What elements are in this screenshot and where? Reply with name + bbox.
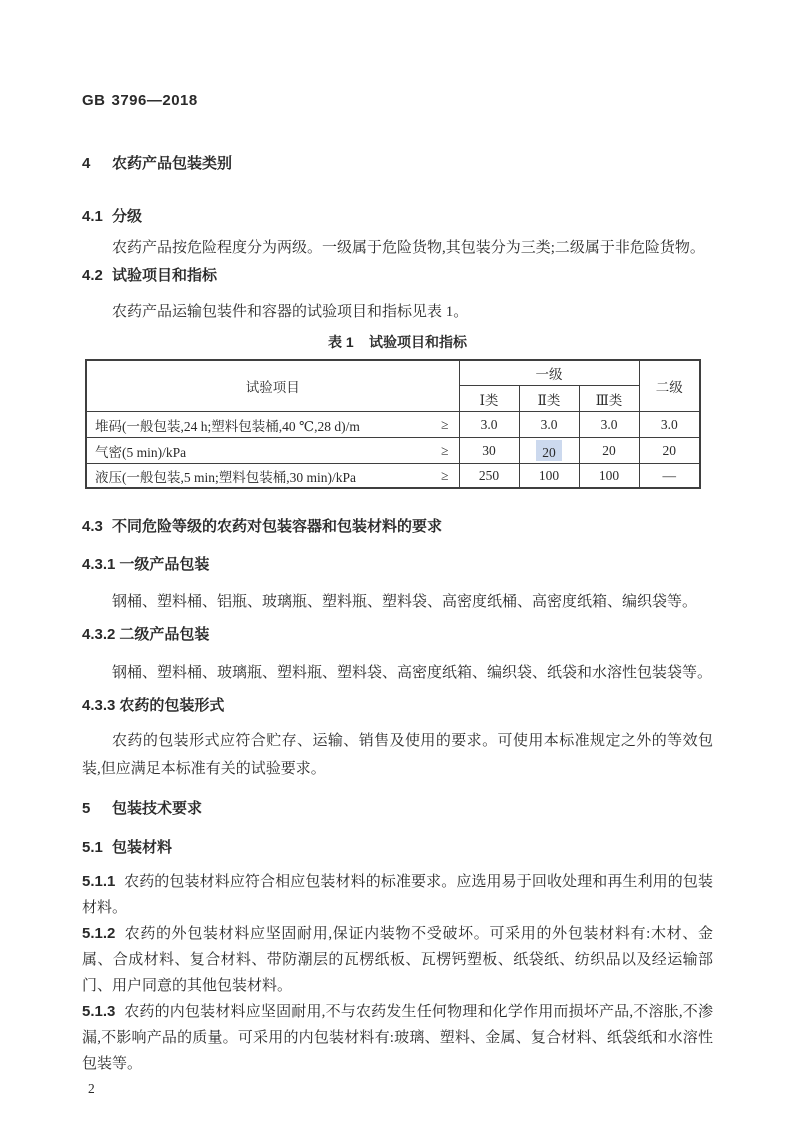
table-cell: 250	[459, 464, 519, 489]
table-header-level-1: 一级	[459, 360, 639, 386]
section-4-2-title: 试验项目和指标	[112, 267, 218, 284]
section-4-3-3-number: 4.3.3	[82, 697, 116, 714]
table-header-class-2: Ⅱ类	[519, 386, 579, 412]
section-4-3-1-number: 4.3.1	[82, 556, 116, 573]
row-label: 堆码(一般包装,24 h;塑料包装桶,40 ℃,28 d)/m	[95, 418, 360, 434]
row-label: 气密(5 min)/kPa	[95, 444, 187, 460]
clause-5-1-3-number: 5.1.3	[82, 1003, 116, 1020]
table-cell: 20	[579, 438, 639, 464]
gte-operator: ≥	[441, 442, 449, 458]
clause-5-1-1	[82, 869, 713, 921]
table-cell: 30	[459, 438, 519, 464]
table-header-class-1: Ⅰ类	[459, 386, 519, 412]
table-1-caption-title: 试验项目和指标	[369, 334, 468, 350]
test-items-table	[85, 359, 701, 489]
table-1-caption-label: 表 1	[327, 334, 354, 350]
doc-code-prefix: GB	[82, 92, 106, 109]
table-cell: 3.0	[519, 412, 579, 438]
paragraph-4-3-1: 钢桶、塑料桶、铝瓶、玻璃瓶、塑料瓶、塑料袋、高密度纸桶、高密度纸箱、编织袋等。	[112, 594, 698, 610]
paragraph-4-1: 农药产品按危险程度分为两级。一级属于危险货物,其包装分为三类;二级属于非危险货物。	[112, 240, 705, 256]
clause-5-1-3	[82, 999, 713, 1077]
section-4-3-title: 不同危险等级的农药对包装容器和包装材料的要求	[112, 518, 443, 535]
section-4-3-heading	[82, 517, 713, 536]
table-cell: 3.0	[639, 412, 700, 438]
section-4-3-3-heading	[82, 696, 713, 715]
section-4-3-2-title: 二级产品包装	[119, 626, 210, 643]
doc-code-number: 3796—2018	[111, 92, 198, 109]
section-4-1-number: 4.1	[82, 208, 103, 225]
table-cell: 100	[519, 464, 579, 489]
section-4-number: 4	[82, 155, 91, 172]
section-4-3-3-title: 农药的包装形式	[119, 697, 225, 714]
table-cell	[519, 438, 579, 464]
gte-operator: ≥	[441, 416, 449, 432]
clause-5-1-3-text: 农药的内包装材料应坚固耐用,不与农药发生任何物理和化学作用而损坏产品,不溶胀,不渗漏,不影响产品的质量。可采用的内包装材料有:玻璃、塑料、金属、复合材料、纸袋纸和水溶性包装等。	[82, 1004, 713, 1072]
section-4-3-1-heading	[82, 555, 713, 574]
section-4-1-title: 分级	[112, 208, 143, 225]
gte-operator: ≥	[441, 467, 449, 483]
table-header-test-item: 试验项目	[86, 360, 459, 412]
table-cell: 20	[639, 438, 700, 464]
section-4-3-number: 4.3	[82, 518, 103, 535]
row-label: 液压(一般包装,5 min;塑料包装桶,30 min)/kPa	[95, 469, 356, 485]
page-number: 2	[88, 1081, 95, 1096]
table-row-airtightness	[86, 438, 700, 464]
section-4-2-number: 4.2	[82, 267, 103, 284]
section-4-1-heading	[82, 207, 713, 226]
paragraph-4-3-2: 钢桶、塑料桶、玻璃瓶、塑料瓶、塑料袋、高密度纸箱、编织袋、纸袋和水溶性包装袋等。	[112, 665, 713, 681]
section-5-heading	[82, 799, 713, 818]
table-cell: 3.0	[579, 412, 639, 438]
section-5-number: 5	[82, 800, 91, 817]
selected-value-highlight: 20	[536, 440, 562, 461]
section-4-2-heading	[82, 266, 713, 285]
table-row-stacking	[86, 412, 700, 438]
section-4-3-2-number: 4.3.2	[82, 626, 116, 643]
section-4-heading	[82, 154, 713, 173]
clause-5-1-2	[82, 921, 713, 999]
clause-5-1-1-text: 农药的包装材料应符合相应包装材料的标准要求。应选用易于回收处理和再生利用的包装材料。	[82, 874, 713, 916]
clause-5-1-1-number: 5.1.1	[82, 873, 116, 890]
table-header-class-3: Ⅲ类	[579, 386, 639, 412]
clause-5-1-2-number: 5.1.2	[82, 925, 116, 942]
table-1-caption	[82, 333, 713, 351]
table-cell: —	[639, 464, 700, 489]
section-4-3-2-heading	[82, 625, 713, 644]
table-cell: 100	[579, 464, 639, 489]
table-header-level-2: 二级	[639, 360, 700, 412]
section-4-3-1-title: 一级产品包装	[119, 556, 210, 573]
doc-code-header	[82, 92, 713, 109]
section-5-1-heading	[82, 838, 713, 857]
table-cell: 3.0	[459, 412, 519, 438]
section-4-title: 农药产品包装类别	[112, 155, 233, 172]
paragraph-4-2: 农药产品运输包装件和容器的试验项目和指标见表 1。	[112, 304, 469, 320]
section-5-title: 包装技术要求	[112, 800, 203, 817]
section-5-1-title: 包装材料	[112, 839, 173, 856]
paragraph-4-3-3: 农药的包装形式应符合贮存、运输、销售及使用的要求。可使用本标准规定之外的等效包装,但应满足本标准有关的试验要求。	[82, 733, 713, 777]
table-row-hydraulic	[86, 464, 700, 489]
section-5-1-number: 5.1	[82, 839, 103, 856]
clause-5-1-2-text: 农药的外包装材料应坚固耐用,保证内装物不受破坏。可采用的外包装材料有:木材、金属、合成材料、复合材料、带防潮层的瓦楞纸板、瓦楞钙塑板、纸袋纸、纺织品以及经运输部门、用户同意的其他包装材料。	[82, 926, 713, 994]
